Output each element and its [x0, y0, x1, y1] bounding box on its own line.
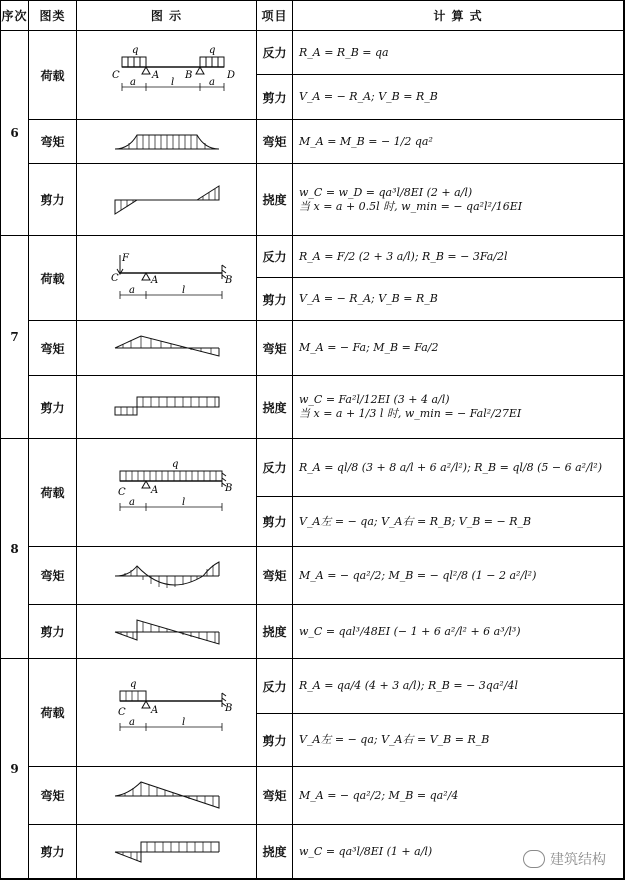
item-shear: 剪力: [257, 714, 293, 767]
type-moment: 弯矩: [29, 547, 77, 605]
formula-deflection-line-1: w_C = Fa²l/12EI (3 + 4 a/l): [299, 393, 450, 407]
formula-reaction: R_A = R_B = qa: [293, 31, 624, 75]
moment-diagram: [77, 547, 257, 605]
load-diagram: [77, 236, 257, 321]
label-b-point: B: [224, 482, 232, 494]
item-reaction: 反力: [257, 659, 293, 714]
item-moment: 弯矩: [257, 120, 293, 164]
formula-moment: M_A = − qa²/2; M_B = − ql²/8 (1 − 2 a²/l²): [293, 547, 624, 605]
label-a-point: A: [150, 275, 158, 286]
formula-deflection-line-1: w_C = w_D = qa³l/8EI (2 + a/l): [299, 185, 473, 199]
label-f: F: [121, 253, 129, 264]
formula-deflection: [293, 164, 624, 236]
moment-diagram: [77, 767, 257, 825]
header-item: 项目: [257, 1, 293, 31]
label-c: C: [110, 273, 119, 284]
header-type: 图类: [29, 1, 77, 31]
item-reaction: 反力: [257, 236, 293, 278]
formula-shear: V_A = − R_A; V_B = R_B: [293, 75, 624, 120]
formula-moment: M_A = − qa²/2; M_B = qa²/4: [293, 767, 624, 825]
header-seq: 序次: [1, 1, 29, 31]
chat-bubble-icon: [523, 850, 545, 868]
label-a-point: A: [151, 70, 159, 81]
item-deflection: 挠度: [257, 605, 293, 659]
load-diagram: [77, 659, 257, 767]
formula-deflection: w_C = qal³/48EI (− 1 + 6 a²/l² + 6 a³/l³): [293, 605, 624, 659]
label-b-point: B: [224, 702, 232, 714]
type-shear: 剪力: [29, 164, 77, 236]
item-reaction: 反力: [257, 439, 293, 497]
label-q: q: [171, 458, 178, 470]
label-a: a: [128, 285, 135, 296]
type-load: 荷载: [29, 439, 77, 547]
shear-diagram: [77, 164, 257, 236]
watermark: [523, 849, 606, 869]
section-number: 9: [1, 659, 29, 879]
formula-shear: V_A左 = − qa; V_A右 = V_B = R_B: [293, 714, 624, 767]
type-load: 荷载: [29, 236, 77, 321]
label-l: l: [181, 285, 185, 296]
header-formula: 计 算 式: [293, 1, 624, 31]
shear-diagram: [77, 825, 257, 879]
type-moment: 弯矩: [29, 120, 77, 164]
formula-shear: V_A = − R_A; V_B = R_B: [293, 278, 624, 321]
formula-reaction: R_A = qa/4 (4 + 3 a/l); R_B = − 3qa²/4l: [293, 659, 624, 714]
label-q: q: [131, 45, 138, 56]
type-load: 荷载: [29, 31, 77, 120]
label-a-point: A: [150, 704, 158, 716]
label-a: a: [128, 716, 135, 728]
item-shear: 剪力: [257, 75, 293, 120]
type-shear: 剪力: [29, 605, 77, 659]
label-b-point: B: [184, 70, 192, 81]
label-a: a: [129, 77, 136, 88]
item-shear: 剪力: [257, 278, 293, 321]
label-b-point: B: [224, 275, 232, 286]
type-moment: 弯矩: [29, 321, 77, 376]
type-moment: 弯矩: [29, 767, 77, 825]
formula-moment: M_A = − Fa; M_B = Fa/2: [293, 321, 624, 376]
moment-diagram: [77, 120, 257, 164]
label-c: C: [117, 486, 126, 498]
label-a: a: [128, 496, 135, 508]
load-diagram: [77, 31, 257, 120]
item-moment: 弯矩: [257, 321, 293, 376]
load-diagram: [77, 439, 257, 547]
formula-reaction: R_A = ql/8 (3 + 8 a/l + 6 a²/l²); R_B = ql/8 (5 − 6 a²/l²): [293, 439, 624, 497]
item-moment: 弯矩: [257, 547, 293, 605]
watermark-text: 建筑结构: [550, 852, 606, 868]
item-moment: 弯矩: [257, 767, 293, 825]
type-shear: 剪力: [29, 376, 77, 439]
item-deflection: 挠度: [257, 376, 293, 439]
section-number: 8: [1, 439, 29, 659]
formula-moment: M_A = M_B = − 1/2 qa²: [293, 120, 624, 164]
label-l: l: [181, 496, 185, 508]
item-deflection: 挠度: [257, 825, 293, 879]
formula-deflection: w_C = qa³l/8EI (1 + a/l): [293, 825, 624, 879]
formula-shear: V_A左 = − qa; V_A右 = R_B; V_B = − R_B: [293, 497, 624, 547]
label-a-point: A: [150, 484, 158, 496]
section-number: 6: [1, 31, 29, 236]
type-shear: 剪力: [29, 825, 77, 879]
label-q: q: [129, 678, 136, 690]
label-a: a: [208, 77, 215, 88]
section-number: 7: [1, 236, 29, 439]
shear-diagram: [77, 605, 257, 659]
label-l: l: [181, 716, 185, 728]
moment-diagram: [77, 321, 257, 376]
label-q: q: [208, 45, 215, 56]
item-shear: 剪力: [257, 497, 293, 547]
header-diagram: 图 示: [77, 1, 257, 31]
formula-deflection-line-2: 当 x = a + 1/3 l 时, w_min = − Fal²/27EI: [299, 407, 522, 420]
formula-deflection: [293, 376, 624, 439]
label-d: D: [226, 70, 235, 81]
item-reaction: 反力: [257, 31, 293, 75]
formula-reaction: R_A = F/2 (2 + 3 a/l); R_B = − 3Fa/2l: [293, 236, 624, 278]
label-l: l: [170, 77, 174, 88]
shear-diagram: [77, 376, 257, 439]
label-c: C: [117, 706, 126, 718]
item-deflection: 挠度: [257, 164, 293, 236]
type-load: 荷载: [29, 659, 77, 767]
formula-deflection-line-2: 当 x = a + 0.5l 时, w_min = − qa²l²/16EI: [299, 199, 523, 213]
label-c: C: [111, 70, 120, 81]
